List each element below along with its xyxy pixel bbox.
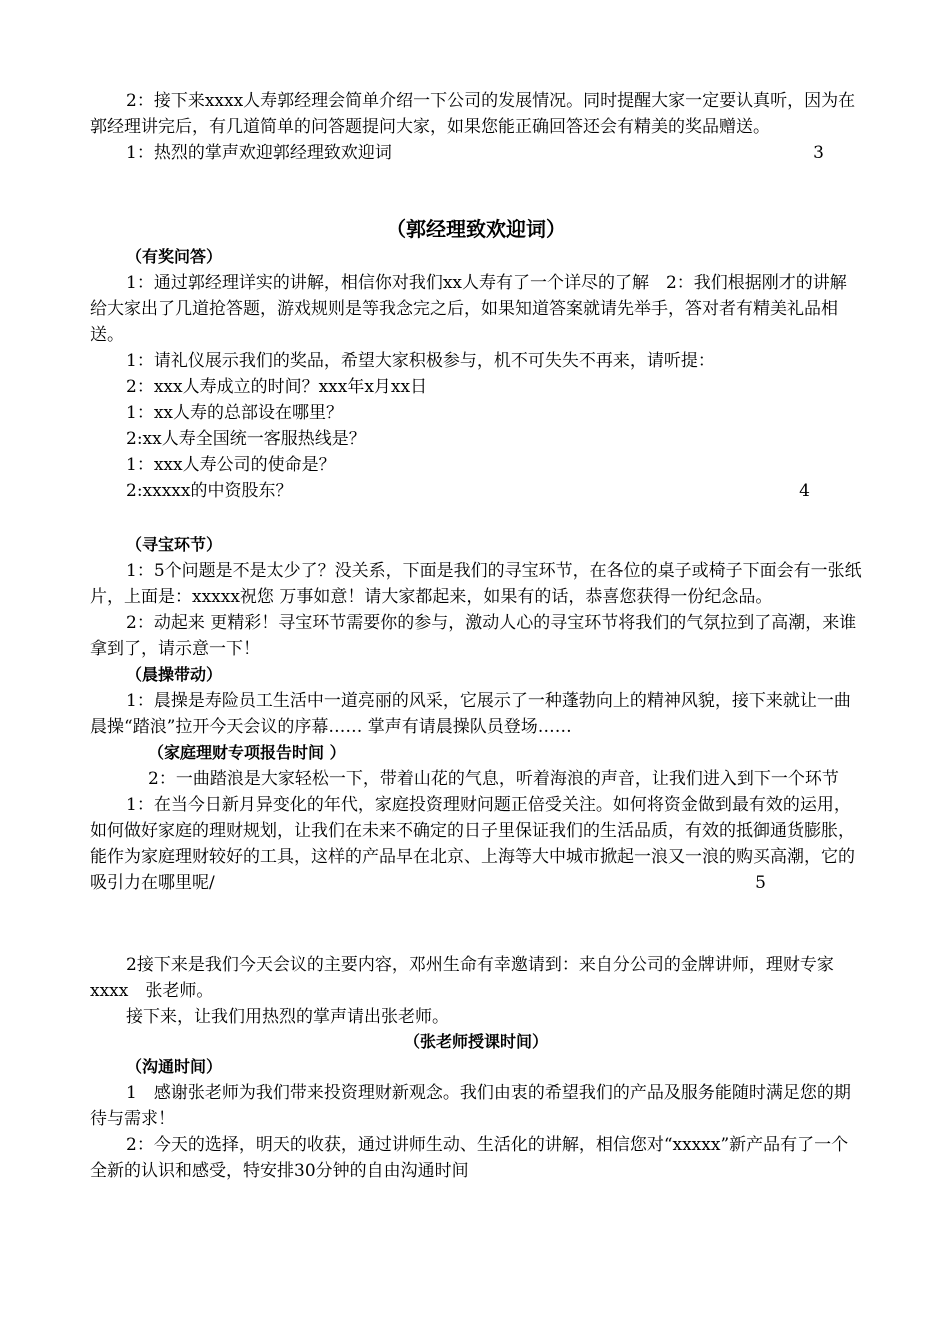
- subsection-heading: （沟通时间）: [126, 1057, 223, 1076]
- page-number: 5: [755, 873, 766, 893]
- paragraph: 2：xxx人寿成立的时间？xxx年x月xx日: [126, 377, 428, 397]
- paragraph: 2：今天的选择，明天的收获，通过讲师生动、生活化的讲解，相信您对“xxxxx”新产品有了一个全新的认识和感受，特安排30分钟的自由沟通时间: [90, 1135, 849, 1181]
- paragraph: 2：动起来 更精彩！寻宝环节需要你的参与，激动人心的寻宝环节将我们的气氛拉到了高潮，来谁拿到了，请示意一下！: [90, 613, 857, 659]
- paragraph: 2接下来是我们今天会议的主要内容，邓州生命有幸邀请到：来自分公司的金牌讲师，理财专家xxxx 张老师。: [90, 955, 834, 1001]
- spacer: [90, 504, 862, 532]
- subsection-heading: （家庭理财专项报告时间 ）: [148, 743, 346, 762]
- page-number: 4: [799, 481, 810, 501]
- subsection-heading: （寻宝环节）: [126, 535, 223, 554]
- paragraph: 2：一曲踏浪是大家轻松一下，带着山花的气息，听着海浪的声音，让我们进入到下一个环节: [148, 769, 839, 789]
- paragraph: 1：5个问题是不是太少了？没关系，下面是我们的寻宝环节，在各位的桌子或椅子下面会有一张纸片，上面是：xxxxx祝您 万事如意！请大家都起来，如果有的话，恭喜您获得一份纪念品。: [90, 561, 862, 607]
- paragraph: 1：请礼仪展示我们的奖品，希望大家积极参与，机不可失失不再来，请听提：: [126, 351, 715, 371]
- paragraph: 2：接下来xxxx人寿郭经理会简单介绍一下公司的发展情况。同时提醒大家一定要认真听，因为在郭经理讲完后，有几道简单的问答题提问大家，如果您能正确回答还会有精美的奖品赠送。: [90, 91, 856, 137]
- paragraph: 2:xx人寿全国统一客服热线是？: [126, 429, 366, 449]
- spacer: [90, 896, 862, 952]
- paragraph: 1：热烈的掌声欢迎郭经理致欢迎词: [126, 143, 392, 163]
- paragraph: 1：xx人寿的总部设在哪里？: [126, 403, 343, 423]
- spacer: [90, 166, 862, 214]
- paragraph: 1：通过郭经理详实的讲解，相信你对我们xx人寿有了一个详尽的了解 2：我们根据刚才的讲解给大家出了几道抢答题，游戏规则是等我念完之后，如果知道答案就请先举手，答对者有精美礼品相送。: [90, 273, 847, 345]
- paragraph: 1：在当今日新月异变化的年代，家庭投资理财问题正倍受关注。如何将资金做到最有效的运用，如何做好家庭的理财规划，让我们在未来不确定的日子里保证我们的生活品质，有效的抵御通货膨胀，能作为家庭理财较好的工具，这样的产品早在北京、上海等大中城市掀起一浪又一浪的购买高潮，它的吸引力在哪里呢/: [90, 795, 855, 893]
- paragraph: 接下来，让我们用热烈的掌声请出张老师。: [126, 1007, 449, 1027]
- section-title: （郭经理致欢迎词）: [386, 217, 566, 241]
- paragraph-with-page-number: [90, 140, 862, 166]
- paragraph-with-page-number: [90, 478, 862, 504]
- paragraph: 1 感谢张老师为我们带来投资理财新观念。我们由衷的希望我们的产品及服务能随时满足您的期待与需求！: [90, 1083, 851, 1129]
- subsection-heading: （晨操带动）: [126, 665, 223, 684]
- section-title: （张老师授课时间）: [403, 1032, 548, 1051]
- paragraph: 1：晨操是寿险员工生活中一道亮丽的风采，它展示了一种蓬勃向上的精神风貌，接下来就让一曲晨操“踏浪”拉开今天会议的序幕…… 掌声有请晨操队员登场……: [90, 691, 851, 737]
- paragraph: 1：xxx人寿公司的使命是？: [126, 455, 336, 475]
- paragraph: 2:xxxxx的中资股东？: [126, 481, 293, 501]
- subsection-heading: （有奖问答）: [126, 247, 223, 266]
- page-number: 3: [813, 143, 824, 163]
- paragraph-with-page-number: [90, 792, 862, 896]
